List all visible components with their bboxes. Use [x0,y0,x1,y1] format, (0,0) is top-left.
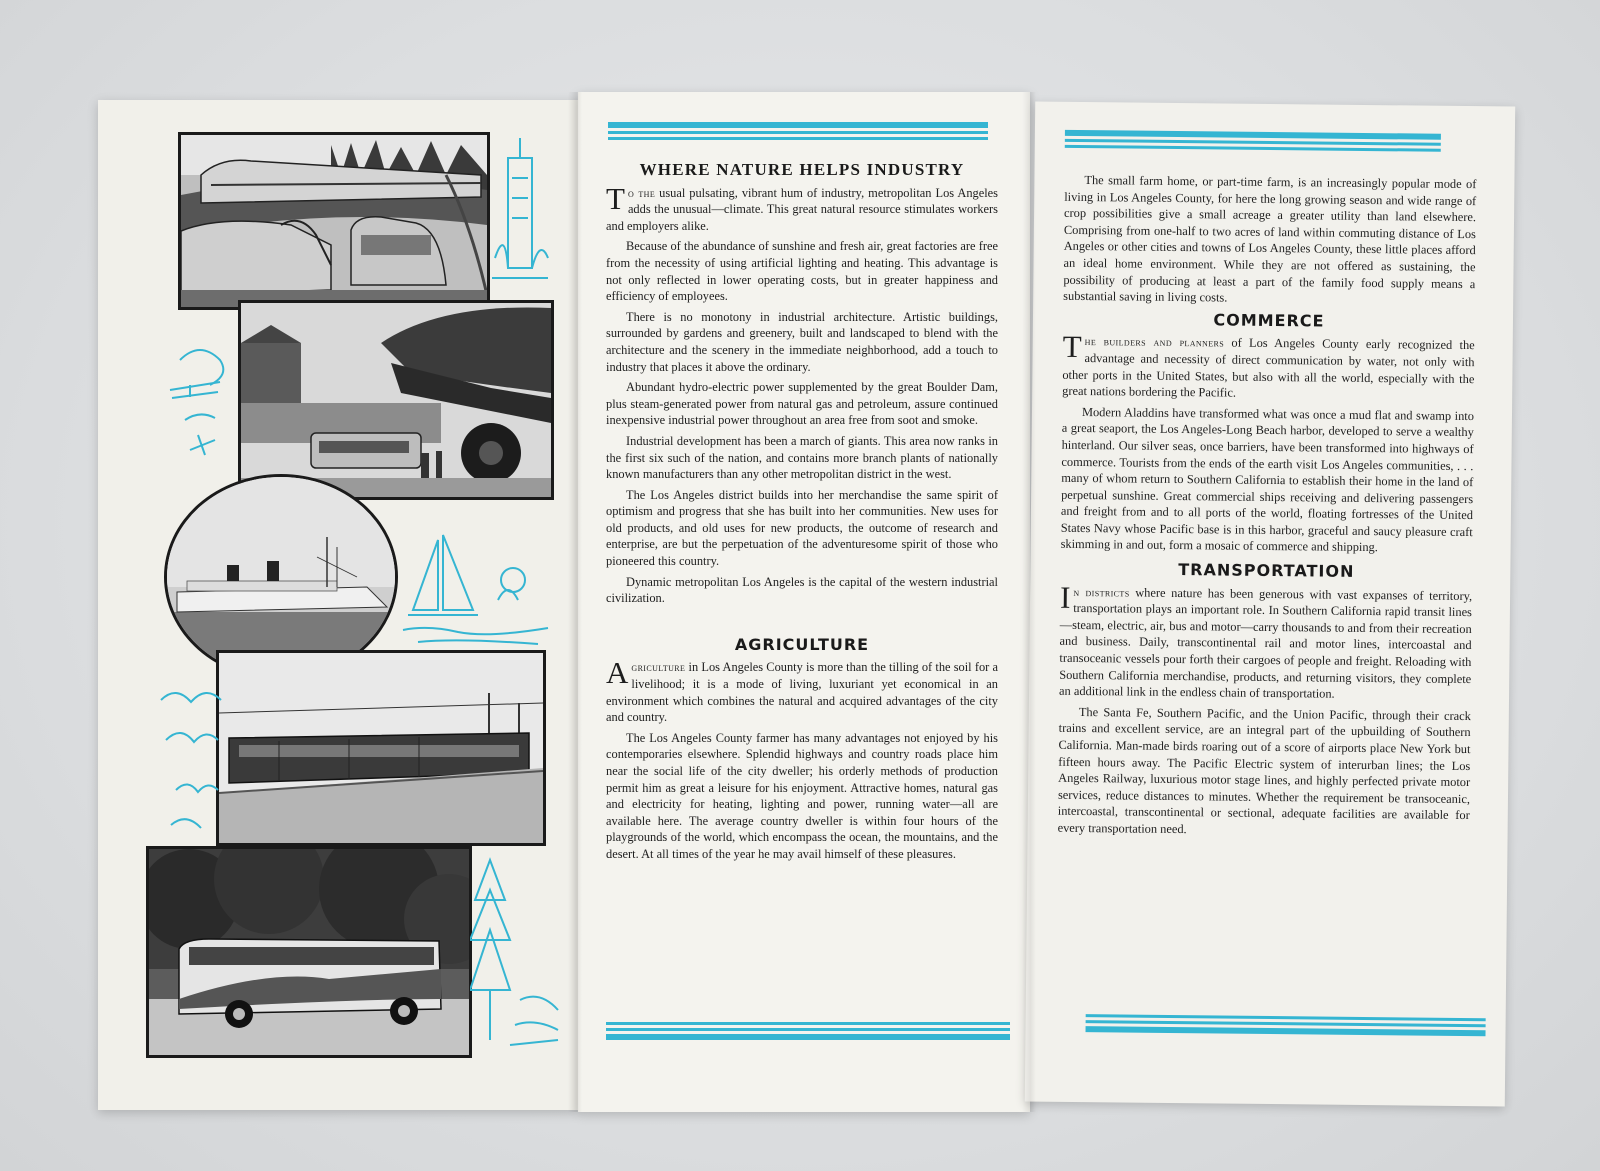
top-decorative-rule [608,122,988,140]
sailboats-sketch [398,520,558,650]
paragraph: Abundant hydro-electric power supplemented by the great Boulder Dam, plus steam-generated power from natural gas and petroleum, assure continued inexpensive industrial power throughout an area free from soot and smoke. [606,380,998,428]
electric-railcar-photo [216,650,546,846]
brochure [98,92,1510,1112]
airplane-icon [241,303,551,497]
paragraph: The Los Angeles district builds into her merchandise the same spirit of optimism and progress that she has built into her communities. New uses for old products, and old uses for new products, the outcome of research and enterprise, are but the perpetuation of the adventuresome spirit of those who pioneered this country. [606,487,998,569]
heading-agriculture: AGRICULTURE [734,634,870,654]
ship-icon [167,477,395,677]
intro-paragraph: To the usual pulsating, vibrant hum of industry, metropolitan Los Angeles adds the unusual—climate. This great natural resource stimulates workers and employers alike. [606,180,999,233]
pine-trees-sketch [470,850,560,1050]
paragraph: Modern Aladdins have transformed what was once a mud flat and swamp into a great seaport, the Los Angeles-Long Beach harbor, developed to serve a wealthy hinterland. Our silver seas, once barriers, have been transformed into highways of commerce. Tourists from the ends of the earth visit Los Angeles communities, . . . many of whom return to Southern California to establish their home in the land of perpetual sunshine. Great commercial ships receiving and delivering passengers and freight from and to all ports of the world, floating fortresses of the United States Navy whose Pacific base is in this harbor, graceful and saucy pleasure craft skimming in and out, form a mosaic of commerce and shipping. [1060,404,1475,555]
heading-commerce: COMMERCE [1213,310,1325,331]
streamliner-trains-photo [178,132,490,310]
heading-where-nature-helps-industry: WHERE NATURE HELPS INDUSTRY [639,160,965,179]
top-decorative-rule-right [1065,130,1441,152]
paragraph: Industrial development has been a march of giants. This area now ranks in the first six such of the nation, and contains more branch plants of nationally known manufacturers than any other metropolitan district in the west. [606,433,998,482]
seagulls-sketch [156,680,226,840]
building-icon [490,128,550,288]
paragraph: There is no monotony in industrial architecture. Artistic buildings, surrounded by gardens and greenery, built and landscaped to blend with the architecture and the scenery in the immediate neighborhood, add a touch to industry that places it above the ordinary. [606,309,998,374]
dropcap-i: I [1059,579,1071,615]
train-icon [181,135,487,307]
paragraph: Dynamic metropolitan Los Angeles is the capital of the western industrial civilization. [606,574,998,606]
bottom-decorative-rule [606,1022,1010,1040]
airport-airplane-photo [238,300,554,500]
biplane-sketch [160,340,240,480]
paragraph: The Los Angeles County farmer has many advantages not enjoyed by his contemporaries elsewhere. Splendid highways and country roads place him near the social life of the city dweller; his orderly methods of production permit him as great a leisure for his enjoyment. Attractive homes, natural gas and electricity for heating, lighting and power, running water—all are available here. The average country dweller is within four hours of the playgrounds of the world, which encompass the ocean, the mountains, and the desert. At all times of the year he may avail himself of these pleasures. [606,730,998,861]
small-farm-paragraph: The small farm home, or part-time farm, is an increasingly popular mode of living in Los Angeles County, for here the long growing season and wide range of crop possibilities give a small acreage a greater utility than land elsewhere. Comprising from one-half to two acres of land within commuting distance of Los Angeles or other cities and towns of Los Angeles County, these little places afford an ideal home environment. While they are not offered as sustaining, the possibility of producing at least a part of the family food supply means a substantial saving in living costs. [1063,173,1477,305]
paragraph: Because of the abundance of sunshine and fresh air, great factories are free from the necessity of using artificial lighting and heating. This advantage is not only reflected in lower operating costs, but in greater happiness and efficiency of employees. [606,239,998,304]
seagull-icon [156,680,226,840]
paragraph: The Santa Fe, Southern Pacific, and the Union Pacific, through their crack trains and excellent service, are an integral part of the upbuilding of Southern California. Man-made birds roaring out of a score of airports place New York but fifteen hours away. The Pacific Electric system of interurban lines; the Los Angeles Railway, luxurious motor stage lines, and highly perfected private motor services, reduce distances to minutes. Whether the requirement be transoceanic, intercoastal, transcontinental or sectional, adequate facilities are available for every transportation need. [1057,704,1471,837]
fold-crease-right [1022,92,1036,1112]
sailboat-icon [398,520,558,650]
fold-crease-left [568,92,582,1112]
middle-panel [578,92,1030,1112]
bottom-decorative-rule-right [1086,1014,1486,1036]
left-panel [98,100,578,1110]
heading-transportation: TRANSPORTATION [1178,560,1355,581]
transportation-intro-paragraph: In districts where nature has been generous with vast expanses of territory, transportation plays an important role. In Southern California rapid transit lines—steam, electric, air, bus and motor—carry thousands to and from their recreation and business. Daily, transcontinental rail and motor lines, intercoastal and transoceanic vessels pour forth their cargoes of people and freight. Reloading with Southern California merchandise, products, and returning visitors, they complete an additional link in the endless chain of transportation. [1059,579,1473,701]
biplane-icon [160,340,240,480]
middle-column [606,162,998,867]
dropcap-a: A [606,655,629,691]
right-panel [1025,102,1515,1107]
dropcap-t: T [606,180,625,216]
pine-tree-icon [470,850,560,1050]
city-tower-sketch [490,128,550,288]
right-column [1058,172,1477,845]
motor-bus-photo [146,846,472,1058]
dropcap-t-commerce: T [1062,329,1082,365]
agriculture-intro-paragraph: Agriculture in Los Angeles County is more than the tilling of the soil for a livelihood; it is a mode of living, luxuriant yet economical in an environment which combines the natural and acquired advantages of the city and country. [606,655,998,725]
railcar-icon [219,653,543,843]
bus-icon [149,849,469,1055]
commerce-intro-paragraph: The builders and planners of Los Angeles County early recognized the advantage and necessity of direct communication by water, not only with other ports in the United States, but also with all the world, especially with the great nations bordering the Pacific. [1062,329,1475,400]
